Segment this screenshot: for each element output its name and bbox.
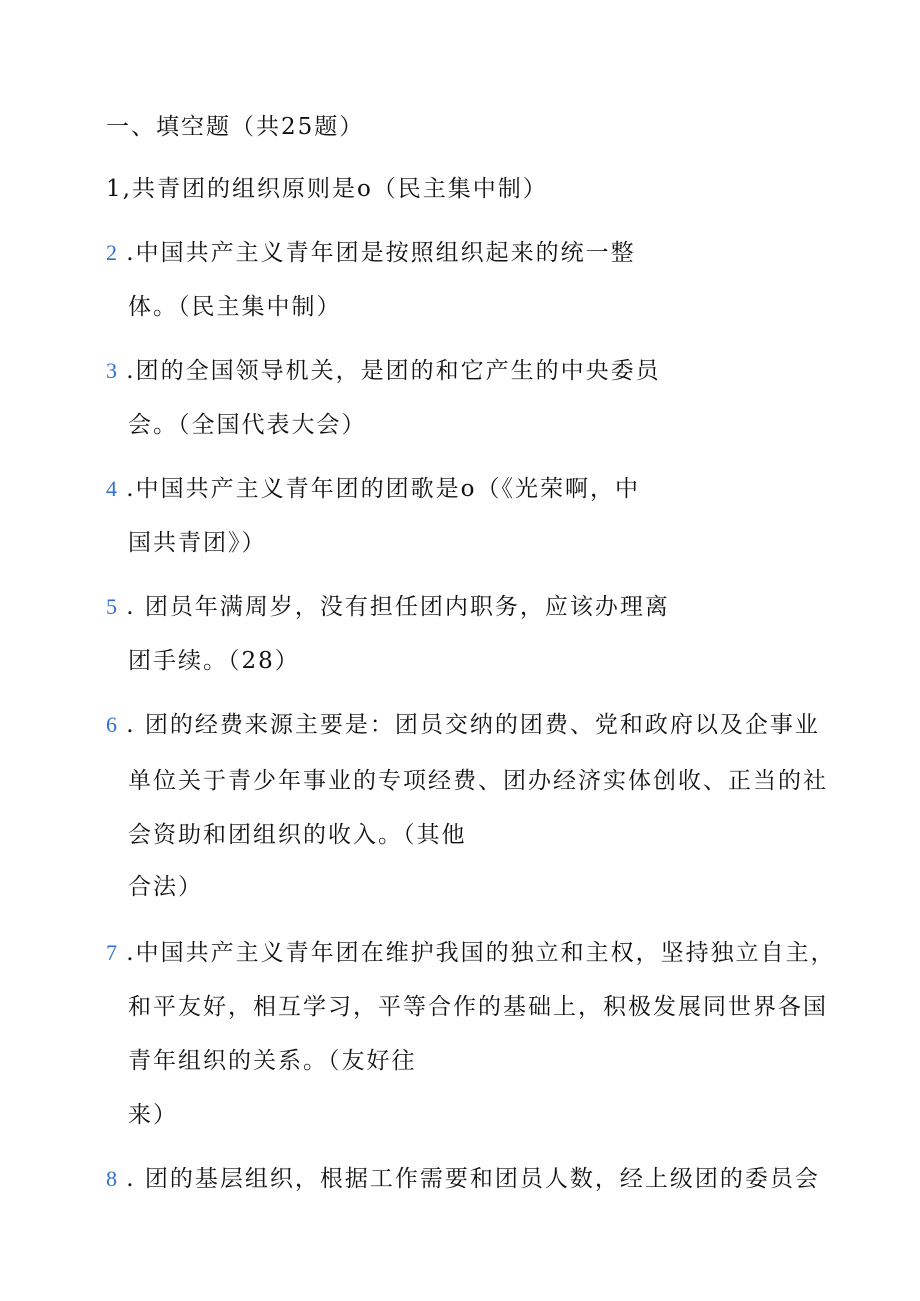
question-2-line-1 bbox=[106, 238, 636, 268]
question-6-number: 6 bbox=[106, 712, 117, 737]
question-5-line-2 bbox=[128, 646, 300, 676]
question-6-line-1 bbox=[106, 710, 820, 740]
question-8-number: 8 bbox=[106, 1166, 117, 1191]
question-7-line-2 bbox=[128, 992, 828, 1022]
question-7-text-cont-3: 来） bbox=[128, 1102, 178, 1128]
question-7-text-cont-1: 和平友好，相互学习，平等合作的基础上，积极发展同世界各国 bbox=[128, 994, 828, 1020]
question-6-line-4 bbox=[128, 872, 203, 902]
question-1-line-1 bbox=[106, 174, 548, 204]
question-6-line-2 bbox=[128, 766, 828, 796]
question-4-number: 4 bbox=[106, 476, 117, 501]
question-2-number: 2 bbox=[106, 240, 117, 265]
question-3-text-cont: 会。（全国代表大会） bbox=[128, 412, 367, 438]
question-8-text: . 团的基层组织，根据工作需要和团员人数，经上级团的委员会 bbox=[117, 1166, 820, 1192]
question-6-text-cont-1: 单位关于青少年事业的专项经费、团办经济实体创收、正当的社 bbox=[128, 768, 828, 794]
question-3-number: 3 bbox=[106, 358, 117, 383]
question-4-line-2 bbox=[128, 528, 267, 558]
question-7-number: 7 bbox=[106, 940, 117, 965]
question-7-text: .中国共产主义青年团在维护我国的独立和主权，坚持独立自主， bbox=[117, 940, 836, 966]
question-4-text: .中国共产主义青年团的团歌是o（《光荣啊，中 bbox=[117, 476, 640, 502]
question-2-line-2 bbox=[128, 292, 342, 322]
section-heading-text: 一、填空题（共25题） bbox=[106, 114, 365, 140]
question-6-text-cont-3: 合法） bbox=[128, 874, 203, 900]
question-4-text-cont: 国共青团》） bbox=[128, 530, 267, 556]
question-5-line-1 bbox=[106, 592, 670, 622]
question-7-line-3 bbox=[128, 1046, 417, 1076]
question-8-line-1 bbox=[106, 1164, 820, 1194]
question-5-text: . 团员年满周岁，没有担任团内职务，应该办理离 bbox=[117, 594, 670, 620]
question-3-line-1 bbox=[106, 356, 661, 386]
question-4-line-1 bbox=[106, 474, 640, 504]
question-6-text-cont-2: 会资助和团组织的收入。（其他 bbox=[128, 822, 467, 848]
question-2-text-cont: 体。（民主集中制） bbox=[128, 294, 342, 320]
question-7-line-4 bbox=[128, 1100, 178, 1130]
question-7-line-1 bbox=[106, 938, 836, 968]
question-7-text-cont-2: 青年组织的关系。（友好往 bbox=[128, 1048, 417, 1074]
section-heading bbox=[106, 112, 364, 142]
question-2-text: .中国共产主义青年团是按照组织起来的统一整 bbox=[117, 240, 636, 266]
question-3-text: .团的全国领导机关，是团的和它产生的中央委员 bbox=[117, 358, 661, 384]
question-6-text: . 团的经费来源主要是：团员交纳的团费、党和政府以及企事业 bbox=[117, 712, 820, 738]
question-5-text-cont: 团手续。（28） bbox=[128, 648, 300, 674]
question-3-line-2 bbox=[128, 410, 367, 440]
question-5-number: 5 bbox=[106, 594, 117, 619]
question-1-text: 1,共青团的组织原则是o（民主集中制） bbox=[106, 176, 548, 202]
question-6-line-3 bbox=[128, 820, 467, 850]
